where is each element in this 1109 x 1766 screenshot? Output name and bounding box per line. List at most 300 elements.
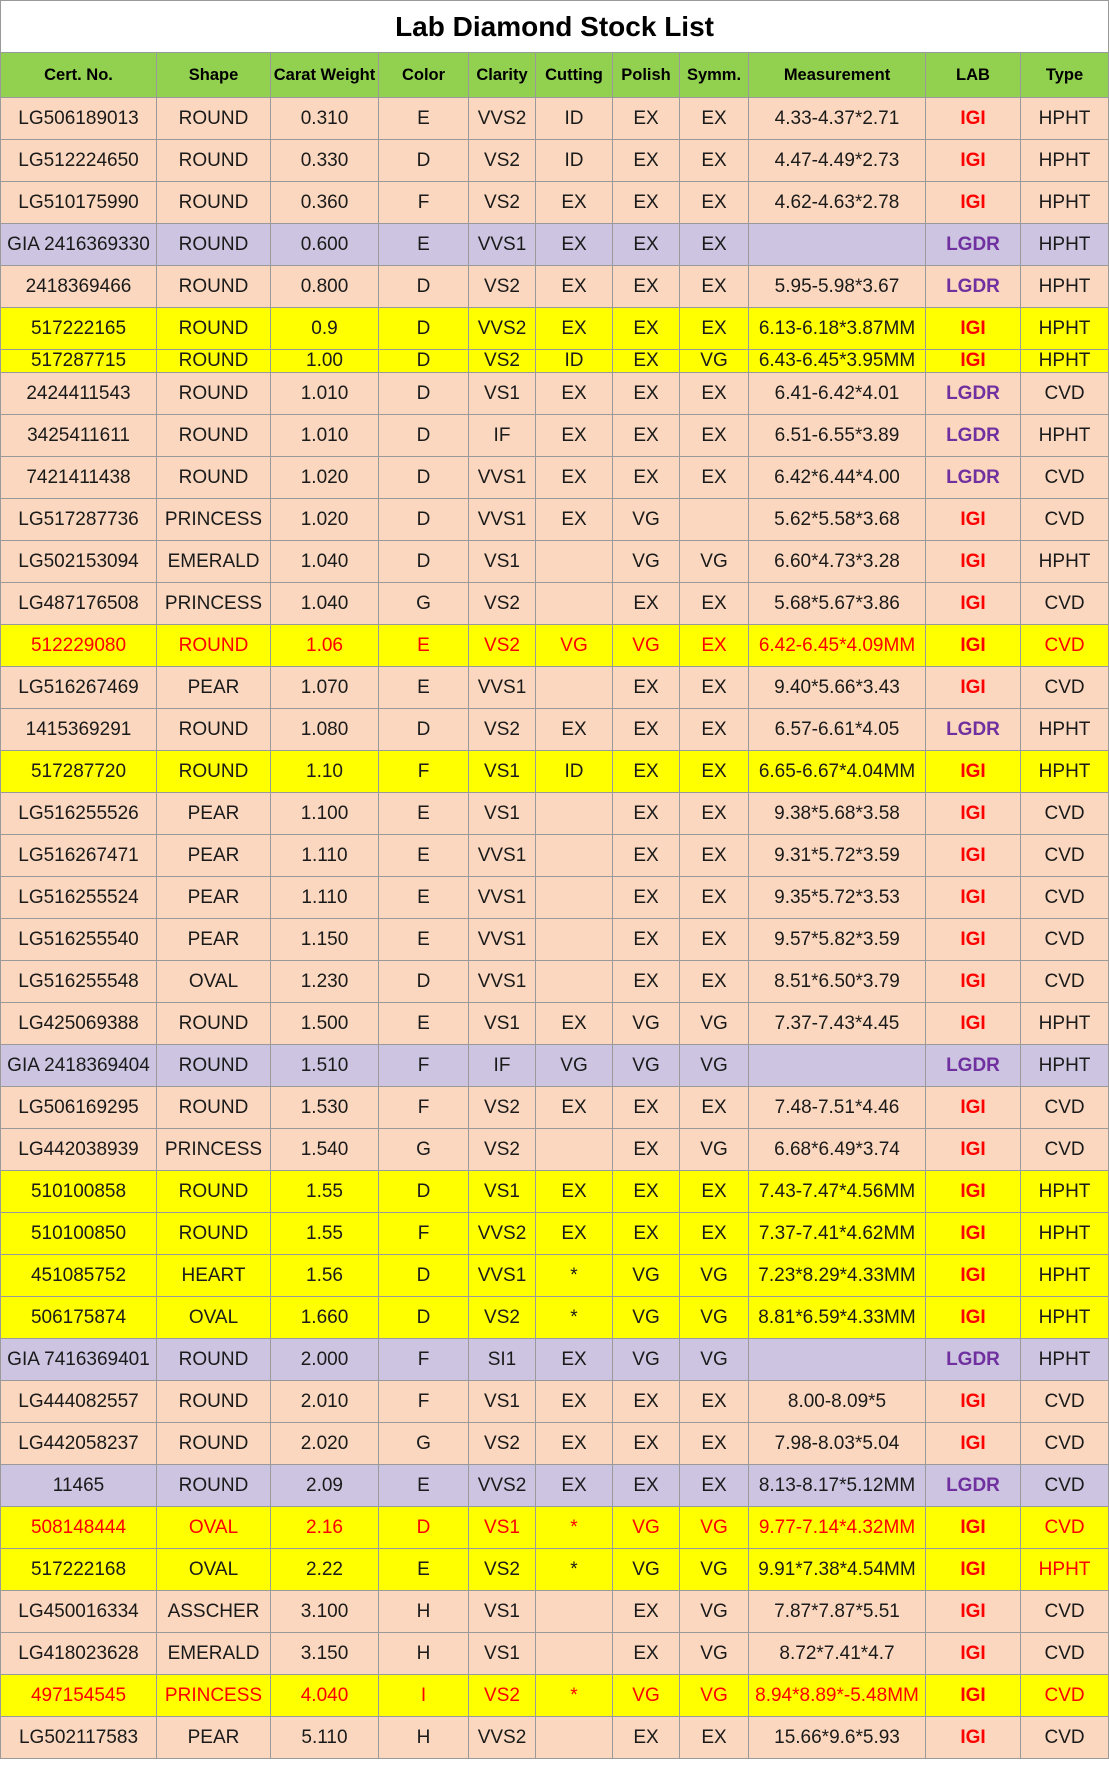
polish-cell: EX [613,98,680,140]
shape-cell: PEAR [157,1717,271,1759]
symmetry-cell: EX [680,1087,749,1129]
lab-cell: LGDR [926,224,1021,266]
type-cell: CVD [1021,1381,1109,1423]
symmetry-cell: EX [680,266,749,308]
polish-cell: EX [613,224,680,266]
cutting-cell: EX [536,1465,613,1507]
lab-cell: IGI [926,499,1021,541]
carat-weight-cell: 1.070 [271,667,379,709]
color-cell: D [379,499,469,541]
color-cell: E [379,877,469,919]
carat-weight-cell: 1.040 [271,541,379,583]
symmetry-cell: EX [680,625,749,667]
shape-cell: ROUND [157,1087,271,1129]
table-row [1,415,1109,457]
measurement-cell: 9.57*5.82*3.59 [749,919,926,961]
type-cell: HPHT [1021,1045,1109,1087]
symmetry-cell: EX [680,140,749,182]
clarity-cell: VS2 [469,266,536,308]
color-cell: D [379,1297,469,1339]
table-row [1,1717,1109,1759]
type-cell: CVD [1021,1507,1109,1549]
cutting-cell [536,1633,613,1675]
table-row [1,1549,1109,1591]
symmetry-cell: EX [680,877,749,919]
measurement-cell: 15.66*9.6*5.93 [749,1717,926,1759]
type-cell: CVD [1021,1633,1109,1675]
measurement-cell: 4.33-4.37*2.71 [749,98,926,140]
cert-no-cell: LG444082557 [1,1381,157,1423]
lab-cell: IGI [926,751,1021,793]
cert-no-cell: 2424411543 [1,373,157,415]
polish-cell: EX [613,667,680,709]
type-cell: CVD [1021,835,1109,877]
polish-cell: EX [613,1717,680,1759]
clarity-cell: VVS1 [469,877,536,919]
lab-cell: IGI [926,877,1021,919]
cutting-cell: EX [536,182,613,224]
lab-cell: IGI [926,1087,1021,1129]
header-clarity: Clarity [469,53,536,98]
type-cell: CVD [1021,457,1109,499]
symmetry-cell: VG [680,1339,749,1381]
lab-cell: IGI [926,140,1021,182]
shape-cell: PEAR [157,835,271,877]
polish-cell: EX [613,266,680,308]
polish-cell: EX [613,1633,680,1675]
table-row [1,1465,1109,1507]
clarity-cell: VS2 [469,1087,536,1129]
table-row [1,1129,1109,1171]
cutting-cell: * [536,1507,613,1549]
symmetry-cell: EX [680,583,749,625]
cert-no-cell: LG502153094 [1,541,157,583]
cert-no-cell: LG512224650 [1,140,157,182]
cert-no-cell: 517287720 [1,751,157,793]
polish-cell: EX [613,308,680,350]
cutting-cell: ID [536,350,613,373]
symmetry-cell: EX [680,919,749,961]
cutting-cell: EX [536,457,613,499]
polish-cell: EX [613,877,680,919]
shape-cell: ROUND [157,182,271,224]
shape-cell: PRINCESS [157,1129,271,1171]
type-cell: HPHT [1021,182,1109,224]
shape-cell: ROUND [157,415,271,457]
cutting-cell: * [536,1297,613,1339]
table-row [1,1339,1109,1381]
symmetry-cell: EX [680,709,749,751]
header-type: Type [1021,53,1109,98]
polish-cell: EX [613,182,680,224]
measurement-cell: 9.77-7.14*4.32MM [749,1507,926,1549]
cert-no-cell: 506175874 [1,1297,157,1339]
clarity-cell: VVS1 [469,224,536,266]
table-row [1,541,1109,583]
measurement-cell: 8.51*6.50*3.79 [749,961,926,1003]
carat-weight-cell: 1.500 [271,1003,379,1045]
cert-no-cell: 512229080 [1,625,157,667]
lab-cell: IGI [926,1213,1021,1255]
cert-no-cell: LG506189013 [1,98,157,140]
cert-no-cell: GIA 2418369404 [1,1045,157,1087]
carat-weight-cell: 1.540 [271,1129,379,1171]
type-cell: HPHT [1021,1549,1109,1591]
carat-weight-cell: 1.10 [271,751,379,793]
table-row [1,1003,1109,1045]
color-cell: D [379,709,469,751]
cutting-cell: EX [536,1381,613,1423]
lab-cell: LGDR [926,373,1021,415]
shape-cell: ASSCHER [157,1591,271,1633]
cutting-cell [536,793,613,835]
carat-weight-cell: 4.040 [271,1675,379,1717]
polish-cell: VG [613,1297,680,1339]
cert-no-cell: LG442058237 [1,1423,157,1465]
symmetry-cell: EX [680,1465,749,1507]
carat-weight-cell: 1.06 [271,625,379,667]
measurement-cell: 8.94*8.89*-5.48MM [749,1675,926,1717]
cutting-cell [536,541,613,583]
symmetry-cell: VG [680,541,749,583]
polish-cell: EX [613,457,680,499]
measurement-cell: 7.23*8.29*4.33MM [749,1255,926,1297]
cert-no-cell: LG450016334 [1,1591,157,1633]
shape-cell: PEAR [157,877,271,919]
cutting-cell: EX [536,1339,613,1381]
shape-cell: HEART [157,1255,271,1297]
type-cell: CVD [1021,961,1109,1003]
measurement-cell: 8.13-8.17*5.12MM [749,1465,926,1507]
carat-weight-cell: 3.150 [271,1633,379,1675]
cert-no-cell: 517222168 [1,1549,157,1591]
color-cell: D [379,373,469,415]
color-cell: D [379,140,469,182]
cert-no-cell: LG506169295 [1,1087,157,1129]
header-cert-no: Cert. No. [1,53,157,98]
type-cell: CVD [1021,877,1109,919]
symmetry-cell: VG [680,1507,749,1549]
table-row [1,1633,1109,1675]
clarity-cell: VS2 [469,625,536,667]
measurement-cell: 7.37-7.43*4.45 [749,1003,926,1045]
cert-no-cell: LG516255526 [1,793,157,835]
shape-cell: EMERALD [157,1633,271,1675]
polish-cell: EX [613,709,680,751]
type-cell: CVD [1021,793,1109,835]
type-cell: HPHT [1021,1003,1109,1045]
table-row [1,182,1109,224]
clarity-cell: VS1 [469,1507,536,1549]
cutting-cell [536,961,613,1003]
polish-cell: EX [613,835,680,877]
shape-cell: EMERALD [157,541,271,583]
symmetry-cell: EX [680,751,749,793]
polish-cell: EX [613,919,680,961]
polish-cell: EX [613,1087,680,1129]
cert-no-cell: LG418023628 [1,1633,157,1675]
color-cell: E [379,1465,469,1507]
shape-cell: ROUND [157,625,271,667]
carat-weight-cell: 0.330 [271,140,379,182]
cutting-cell: EX [536,1423,613,1465]
carat-weight-cell: 3.100 [271,1591,379,1633]
shape-cell: ROUND [157,1339,271,1381]
measurement-cell: 7.48-7.51*4.46 [749,1087,926,1129]
header-symmetry: Symm. [680,53,749,98]
clarity-cell: VVS2 [469,98,536,140]
clarity-cell: VS1 [469,751,536,793]
clarity-cell: VS2 [469,140,536,182]
clarity-cell: VVS2 [469,1213,536,1255]
table-row [1,1591,1109,1633]
color-cell: I [379,1675,469,1717]
measurement-cell: 9.35*5.72*3.53 [749,877,926,919]
carat-weight-cell: 1.00 [271,350,379,373]
measurement-cell: 5.62*5.58*3.68 [749,499,926,541]
cert-no-cell: LG516267469 [1,667,157,709]
table-row [1,835,1109,877]
cert-no-cell: LG516255548 [1,961,157,1003]
carat-weight-cell: 1.510 [271,1045,379,1087]
cutting-cell: EX [536,1087,613,1129]
type-cell: CVD [1021,1129,1109,1171]
clarity-cell: VS2 [469,709,536,751]
header-polish: Polish [613,53,680,98]
carat-weight-cell: 1.530 [271,1087,379,1129]
type-cell: CVD [1021,1675,1109,1717]
measurement-cell: 6.42*6.44*4.00 [749,457,926,499]
lab-cell: IGI [926,1549,1021,1591]
carat-weight-cell: 1.55 [271,1213,379,1255]
type-cell: CVD [1021,1087,1109,1129]
symmetry-cell: VG [680,1549,749,1591]
measurement-cell: 6.51-6.55*3.89 [749,415,926,457]
polish-cell: VG [613,1549,680,1591]
table-row [1,751,1109,793]
symmetry-cell: VG [680,1045,749,1087]
lab-cell: IGI [926,1507,1021,1549]
measurement-cell: 7.98-8.03*5.04 [749,1423,926,1465]
symmetry-cell: VG [680,1675,749,1717]
symmetry-cell: EX [680,1423,749,1465]
measurement-cell [749,224,926,266]
clarity-cell: VS2 [469,1129,536,1171]
cutting-cell [536,835,613,877]
shape-cell: OVAL [157,961,271,1003]
polish-cell: EX [613,1171,680,1213]
header-cutting: Cutting [536,53,613,98]
type-cell: HPHT [1021,1213,1109,1255]
cutting-cell: EX [536,709,613,751]
shape-cell: PRINCESS [157,583,271,625]
measurement-cell [749,1045,926,1087]
cutting-cell: EX [536,224,613,266]
type-cell: HPHT [1021,140,1109,182]
cert-no-cell: 451085752 [1,1255,157,1297]
shape-cell: ROUND [157,1213,271,1255]
cutting-cell: EX [536,1003,613,1045]
symmetry-cell: EX [680,373,749,415]
carat-weight-cell: 0.800 [271,266,379,308]
lab-cell: LGDR [926,457,1021,499]
polish-cell: VG [613,625,680,667]
lab-cell: IGI [926,583,1021,625]
table-row [1,1255,1109,1297]
table-row [1,793,1109,835]
symmetry-cell: VG [680,1129,749,1171]
measurement-cell: 6.65-6.67*4.04MM [749,751,926,793]
lab-cell: IGI [926,1633,1021,1675]
color-cell: E [379,1003,469,1045]
cert-no-cell: GIA 2416369330 [1,224,157,266]
clarity-cell: VS1 [469,1591,536,1633]
color-cell: H [379,1717,469,1759]
type-cell: CVD [1021,373,1109,415]
shape-cell: ROUND [157,266,271,308]
cutting-cell: * [536,1549,613,1591]
type-cell: CVD [1021,667,1109,709]
carat-weight-cell: 5.110 [271,1717,379,1759]
lab-cell: IGI [926,1423,1021,1465]
type-cell: HPHT [1021,1255,1109,1297]
cert-no-cell: LG517287736 [1,499,157,541]
cert-no-cell: 510100858 [1,1171,157,1213]
table-row [1,350,1109,373]
clarity-cell: VS1 [469,793,536,835]
polish-cell: EX [613,140,680,182]
type-cell: HPHT [1021,541,1109,583]
color-cell: E [379,224,469,266]
polish-cell: EX [613,350,680,373]
color-cell: D [379,457,469,499]
measurement-cell: 8.00-8.09*5 [749,1381,926,1423]
measurement-cell: 6.13-6.18*3.87MM [749,308,926,350]
measurement-cell: 8.72*7.41*4.7 [749,1633,926,1675]
cutting-cell: VG [536,1045,613,1087]
cutting-cell [536,667,613,709]
type-cell: HPHT [1021,266,1109,308]
color-cell: D [379,1255,469,1297]
color-cell: D [379,1507,469,1549]
polish-cell: EX [613,1381,680,1423]
measurement-cell: 6.68*6.49*3.74 [749,1129,926,1171]
color-cell: H [379,1591,469,1633]
lab-cell: LGDR [926,1465,1021,1507]
type-cell: CVD [1021,1465,1109,1507]
header-row [1,53,1109,98]
polish-cell: EX [613,1591,680,1633]
table-row [1,877,1109,919]
measurement-cell: 5.95-5.98*3.67 [749,266,926,308]
lab-cell: IGI [926,1297,1021,1339]
lab-cell: LGDR [926,709,1021,751]
cert-no-cell: LG516267471 [1,835,157,877]
lab-cell: IGI [926,919,1021,961]
carat-weight-cell: 1.080 [271,709,379,751]
table-row [1,140,1109,182]
cutting-cell: EX [536,1171,613,1213]
symmetry-cell: EX [680,98,749,140]
carat-weight-cell: 1.020 [271,499,379,541]
measurement-cell: 6.60*4.73*3.28 [749,541,926,583]
measurement-cell: 4.47-4.49*2.73 [749,140,926,182]
color-cell: H [379,1633,469,1675]
shape-cell: OVAL [157,1297,271,1339]
lab-cell: LGDR [926,266,1021,308]
cert-no-cell: 510100850 [1,1213,157,1255]
clarity-cell: IF [469,415,536,457]
type-cell: HPHT [1021,415,1109,457]
color-cell: G [379,1423,469,1465]
cert-no-cell: LG510175990 [1,182,157,224]
cert-no-cell: 7421411438 [1,457,157,499]
clarity-cell: VVS1 [469,919,536,961]
header-lab: LAB [926,53,1021,98]
shape-cell: ROUND [157,1045,271,1087]
lab-cell: LGDR [926,1339,1021,1381]
symmetry-cell: EX [680,1213,749,1255]
cert-no-cell: 1415369291 [1,709,157,751]
symmetry-cell: EX [680,1381,749,1423]
lab-cell: IGI [926,835,1021,877]
polish-cell: VG [613,1675,680,1717]
lab-cell: IGI [926,1129,1021,1171]
cutting-cell: ID [536,751,613,793]
cutting-cell: ID [536,140,613,182]
symmetry-cell: VG [680,1297,749,1339]
type-cell: HPHT [1021,308,1109,350]
table-row [1,1297,1109,1339]
measurement-cell: 9.40*5.66*3.43 [749,667,926,709]
table-row [1,919,1109,961]
color-cell: E [379,667,469,709]
shape-cell: ROUND [157,1381,271,1423]
shape-cell: PRINCESS [157,1675,271,1717]
carat-weight-cell: 2.020 [271,1423,379,1465]
color-cell: E [379,919,469,961]
cert-no-cell: LG502117583 [1,1717,157,1759]
shape-cell: ROUND [157,1003,271,1045]
symmetry-cell: EX [680,1717,749,1759]
lab-cell: LGDR [926,415,1021,457]
shape-cell: ROUND [157,373,271,415]
clarity-cell: IF [469,1045,536,1087]
cutting-cell [536,583,613,625]
type-cell: CVD [1021,1591,1109,1633]
symmetry-cell: EX [680,793,749,835]
clarity-cell: VS2 [469,1675,536,1717]
cert-no-cell: GIA 7416369401 [1,1339,157,1381]
shape-cell: PEAR [157,793,271,835]
symmetry-cell [680,499,749,541]
clarity-cell: VVS2 [469,308,536,350]
cert-no-cell: 517287715 [1,350,157,373]
lab-cell: IGI [926,308,1021,350]
symmetry-cell: EX [680,1171,749,1213]
table-row [1,1507,1109,1549]
page-title: Lab Diamond Stock List [1,1,1109,53]
carat-weight-cell: 1.110 [271,835,379,877]
table-row [1,373,1109,415]
cutting-cell: EX [536,266,613,308]
shape-cell: ROUND [157,457,271,499]
measurement-cell: 6.57-6.61*4.05 [749,709,926,751]
lab-cell: LGDR [926,1045,1021,1087]
table-row [1,1171,1109,1213]
clarity-cell: VVS1 [469,457,536,499]
table-row [1,667,1109,709]
